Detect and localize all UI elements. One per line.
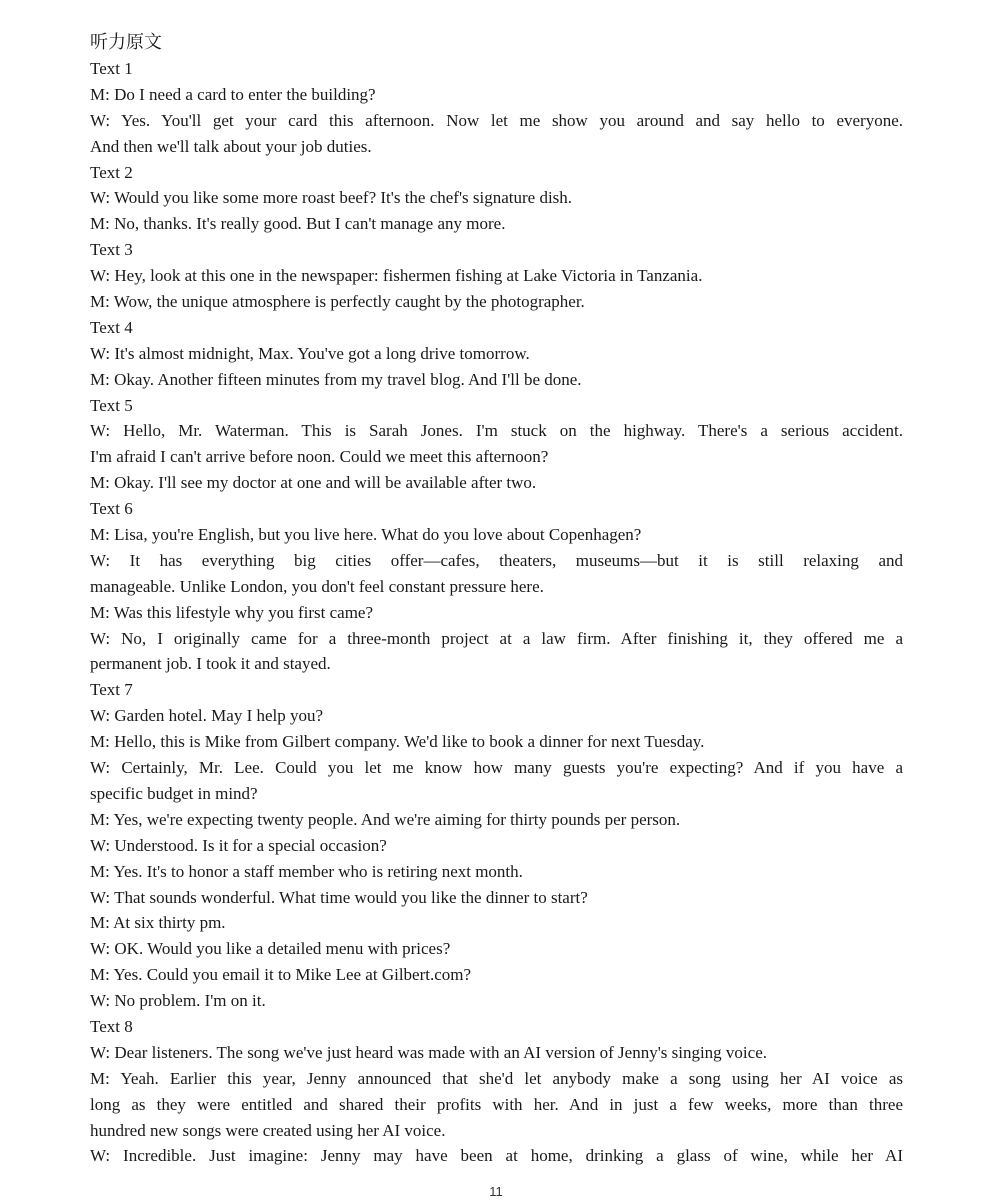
dialogue-line: W: OK. Would you like a detailed menu with prices? [90,939,451,959]
section-label: Text 8 [90,1016,133,1036]
page-number: 11 [489,1184,503,1199]
dialogue-line: W: It has everything big cities offer—cafes, theaters, museums—but it is still relaxing and [90,550,903,570]
dialogue-line: M: Yes. Could you email it to Mike Lee at Gilbert.com? [90,965,472,985]
dialogue-line: M: Was this lifestyle why you first came? [90,602,374,622]
section-label: Text 1 [90,59,133,78]
dialogue-line: W: Incredible. Just imagine: Jenny may have been at home, drinking a glass of wine, while her AI [90,1146,903,1166]
dialogue-line: M: Wow, the unique atmosphere is perfectly caught by the photographer. [90,292,585,312]
dialogue-line: W: Certainly, Mr. Lee. Could you let me know how many guests you're expecting? And if you have a [90,758,903,778]
dialogue-line: W: Yes. You'll get your card this afternoon. Now let me show you around and say hello to everyone. [90,110,903,130]
dialogue-line: M: Okay. Another fifteen minutes from my travel blog. And I'll be done. [90,369,582,389]
section-label: Text 5 [90,395,133,415]
dialogue-line: W: No, I originally came for a three-month project at a law firm. After finishing it, they offered me a [90,628,903,648]
dialogue-line: W: Dear listeners. The song we've just heard was made with an AI version of Jenny's singing voice. [90,1042,767,1062]
dialogue-line: M: Lisa, you're English, but you live here. What do you love about Copenhagen? [90,525,642,545]
section-label: Text 2 [90,162,133,182]
dialogue-line: W: Would you like some more roast beef? It's the chef's signature dish. [90,188,573,208]
dialogue-continuation: I'm afraid I can't arrive before noon. Could we meet this afternoon? [90,447,549,467]
dialogue-continuation: manageable. Unlike London, you don't feel constant pressure here. [90,576,544,596]
dialogue-line: W: Hello, Mr. Waterman. This is Sarah Jones. I'm stuck on the highway. There's a serious accident. [90,421,903,441]
dialogue-line: M: At six thirty pm. [90,913,226,933]
dialogue-line: W: Garden hotel. May I help you? [90,706,324,726]
dialogue-line: M: Okay. I'll see my doctor at one and will be available after two. [90,473,537,493]
dialogue-line: M: Yes, we're expecting twenty people. And we're aiming for thirty pounds per person. [90,809,681,829]
transcript-lines [90,56,903,1169]
dialogue-line: W: That sounds wonderful. What time would you like the dinner to start? [90,887,588,907]
section-label: Text 4 [90,317,133,337]
dialogue-continuation: long as they were entitled and shared their profits with her. And in just a few weeks, more than three [90,1094,903,1114]
section-label: Text 3 [90,240,133,260]
transcript-body [90,30,903,1169]
document-heading: 听力原文 [90,32,162,53]
dialogue-continuation: specific budget in mind? [90,783,258,803]
dialogue-line: M: Yes. It's to honor a staff member who is retiring next month. [90,861,523,881]
dialogue-line: M: Hello, this is Mike from Gilbert company. We'd like to book a dinner for next Tuesday. [90,732,705,752]
dialogue-line: W: No problem. I'm on it. [90,991,266,1011]
dialogue-line: W: Hey, look at this one in the newspaper: fishermen fishing at Lake Victoria in Tanzania. [90,266,703,286]
dialogue-continuation: hundred new songs were created using her AI voice. [90,1120,446,1140]
dialogue-continuation: And then we'll talk about your job duties. [90,136,372,156]
section-label: Text 7 [90,680,133,700]
dialogue-line: M: No, thanks. It's really good. But I can't manage any more. [90,214,506,234]
dialogue-line: M: Yeah. Earlier this year, Jenny announced that she'd let anybody make a song using her AI voice as [90,1068,903,1088]
dialogue-line: M: Do I need a card to enter the building? [90,84,376,104]
dialogue-continuation: permanent job. I took it and stayed. [90,654,331,674]
dialogue-line: W: Understood. Is it for a special occasion? [90,835,387,855]
dialogue-line: W: It's almost midnight, Max. You've got a long drive tomorrow. [90,343,530,363]
section-label: Text 6 [90,499,133,519]
